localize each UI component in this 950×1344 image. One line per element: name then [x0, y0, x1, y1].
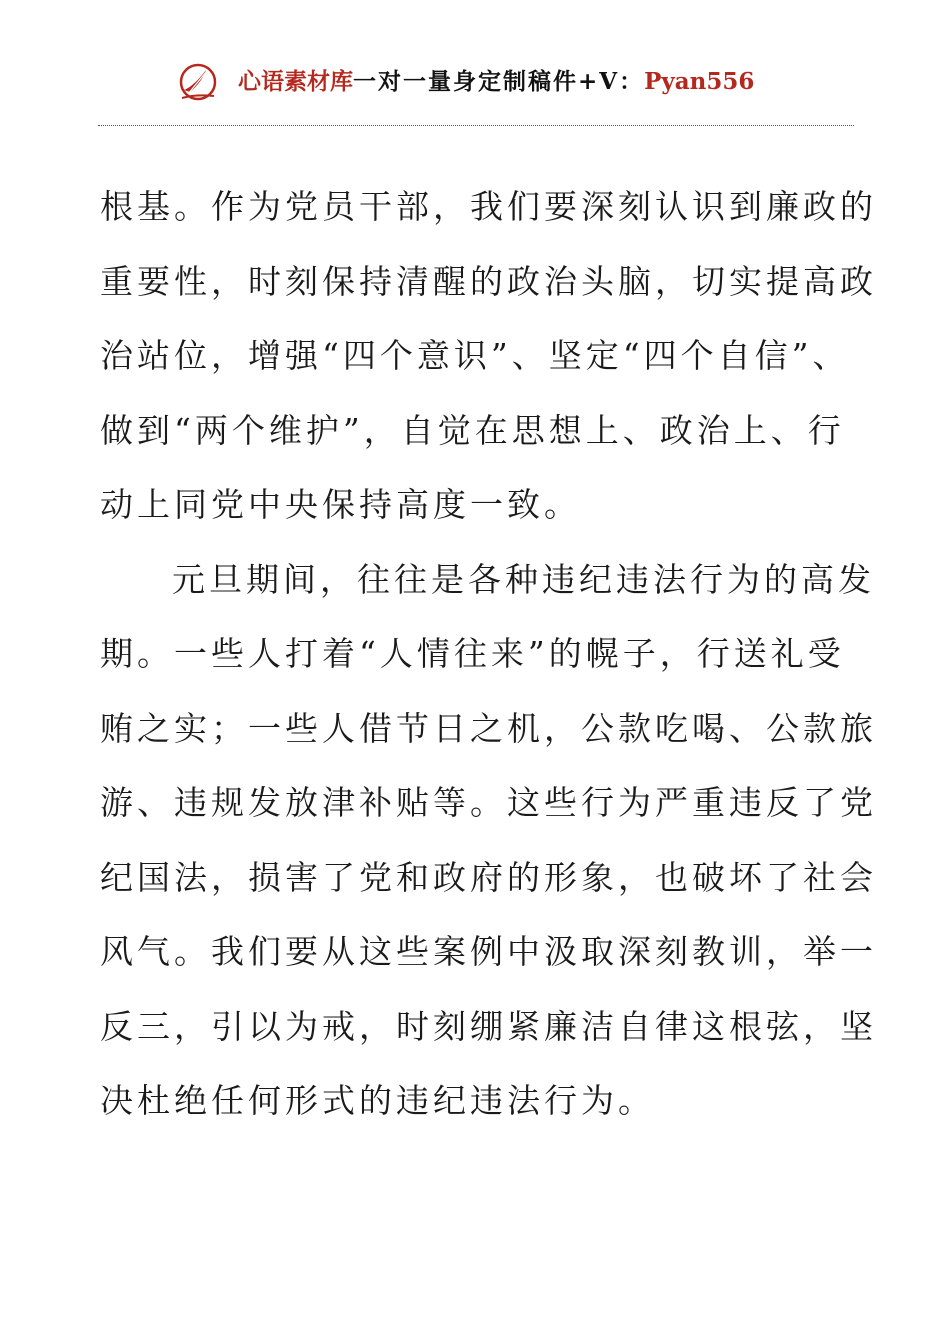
paragraph-line: 治站位，增强“四个意识”、坚定“四个自信”、: [100, 336, 850, 375]
paragraph-line: 元旦期间，往往是各种违纪违法行为的高发: [172, 559, 875, 599]
paragraph-line: 贿之实；一些人借节日之机，公款吃喝、公款旅: [100, 708, 877, 748]
contact-id: Pyan556: [644, 68, 755, 95]
quill-pen-logo-icon: [176, 60, 220, 104]
paragraph-line: 反三，引以为戒，时刻绷紧廉洁自律这根弦，坚: [100, 1006, 877, 1046]
header-divider: [98, 125, 854, 126]
brand-name: 心语素材库: [238, 68, 353, 95]
paragraph-line: 决杜绝任何形式的违纪违法行为。: [100, 1081, 655, 1120]
page-header: [0, 52, 950, 112]
paragraph-line: 游、违规发放津补贴等。这些行为严重违反了党: [100, 783, 877, 822]
paragraph-line: 期。一些人打着“人情往来”的幌子，行送礼受: [100, 634, 845, 673]
paragraph-line: 动上同党中央保持高度一致。: [100, 485, 581, 524]
paragraph-line: 做到“两个维护”，自觉在思想上、政治上、行: [100, 410, 845, 450]
header-text: [238, 66, 754, 98]
paragraph-line: 纪国法，损害了党和政府的形象，也破坏了社会: [100, 857, 877, 897]
header-slogan: 一对一量身定制稿件+V：: [353, 68, 645, 95]
document-body: [100, 170, 877, 1139]
paragraph-line: 根基。作为党员干部，我们要深刻认识到廉政的: [100, 187, 877, 226]
paragraph-line: 重要性，时刻保持清醒的政治头脑，切实提高政: [100, 261, 877, 301]
paragraph-line: 风气。我们要从这些案例中汲取深刻教训，举一: [100, 932, 877, 971]
